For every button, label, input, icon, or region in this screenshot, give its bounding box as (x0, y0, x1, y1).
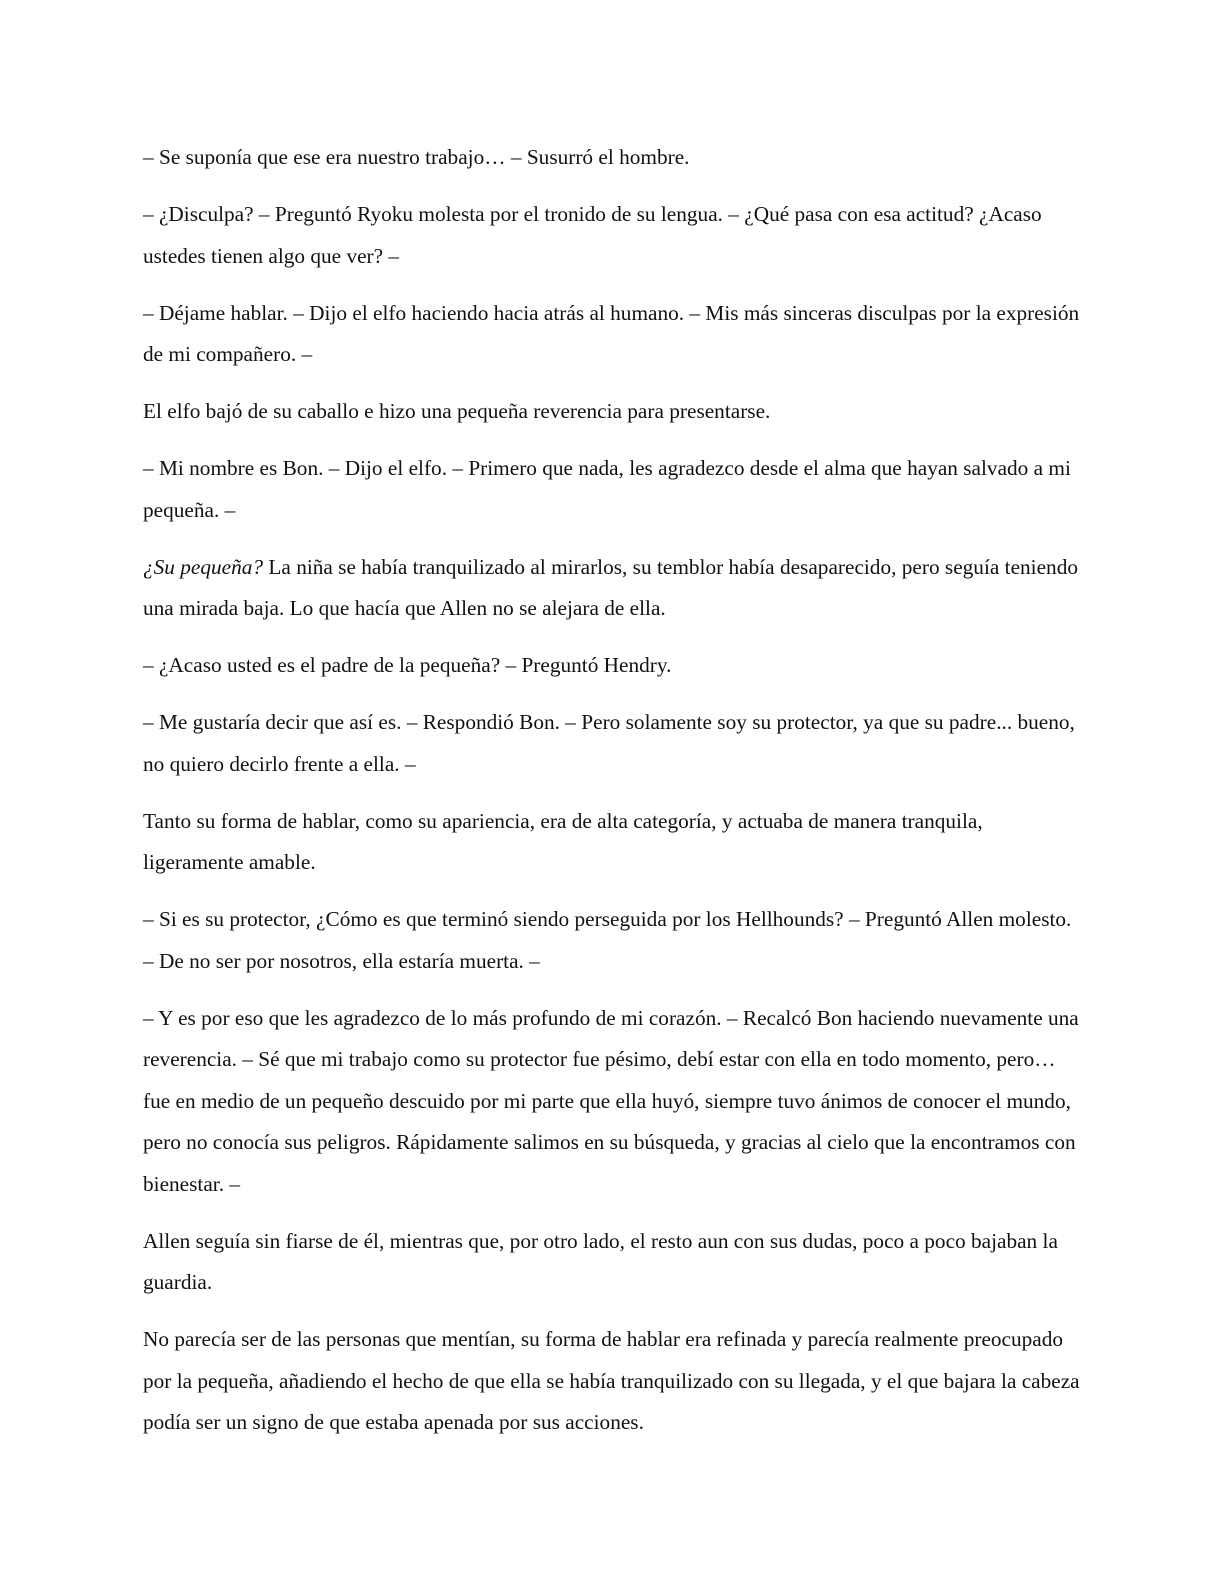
paragraph (143, 293, 1083, 376)
paragraph-italic-text: ¿Su pequeña? (143, 554, 264, 579)
paragraph (143, 899, 1083, 982)
paragraph-text: – ¿Acaso usted es el padre de la pequeña? – Preguntó Hendry. (143, 653, 672, 677)
paragraph (143, 547, 1083, 630)
paragraph (143, 194, 1083, 277)
paragraph-text: Tanto su forma de hablar, como su apariencia, era de alta categoría, y actuaba de manera tranquila, ligeramente amable. (143, 808, 983, 874)
paragraph-text: – Déjame hablar. – Dijo el elfo haciendo hacia atrás al humano. – Mis más sinceras disculpas por la expresión de mi compañero. – (143, 300, 1080, 366)
paragraph-text: – Mi nombre es Bon. – Dijo el elfo. – Primero que nada, les agradezco desde el alma que hayan salvado a mi pequeña. – (143, 456, 1071, 522)
paragraph-text: – Me gustaría decir que así es. – Respondió Bon. – Pero solamente soy su protector, ya que su padre... bueno, no quiero decirlo frente a ella. – (143, 710, 1075, 776)
document-page (143, 137, 1083, 1459)
paragraph (143, 998, 1083, 1206)
paragraph (143, 702, 1083, 785)
paragraph-text: No parecía ser de las personas que mentían, su forma de hablar era refinada y parecía realmente preocupado por la pequeña, añadiendo el hecho de que ella se había tranquilizado con su llegada, y el que bajara la cabeza podía ser un signo de que estaba apenada por sus acciones. (143, 1327, 1080, 1434)
paragraph (143, 137, 1083, 179)
paragraph-text: – ¿Disculpa? – Preguntó Ryoku molesta por el tronido de su lengua. – ¿Qué pasa con esa actitud? ¿Acaso ustedes tienen algo que ver? – (143, 202, 1042, 268)
paragraph-text: – Si es su protector, ¿Cómo es que terminó siendo perseguida por los Hellhounds? – Preguntó Allen molesto. – De no ser por nosotros, ella estaría muerta. – (143, 907, 1072, 973)
paragraph-text: El elfo bajó de su caballo e hizo una pequeña reverencia para presentarse. (143, 399, 771, 423)
paragraph (143, 391, 1083, 433)
paragraph (143, 801, 1083, 884)
paragraph (143, 1221, 1083, 1304)
paragraph-text: La niña se había tranquilizado al mirarlos, su temblor había desaparecido, pero seguía teniendo una mirada baja. Lo que hacía que Allen no se alejara de ella. (143, 554, 1078, 620)
paragraph-text: – Y es por eso que les agradezco de lo más profundo de mi corazón. – Recalcó Bon haciendo nuevamente una reverencia. – Sé que mi trabajo como su protector fue pésimo, debí estar con ella en todo momento, pero… fue en medio de un pequeño descuido por mi parte que ella huyó, siempre tuvo ánimos de conocer el mundo, pero no conocía sus peligros. Rápidamente salimos en su búsqueda, y gracias al cielo que la encontramos con bienestar. – (143, 1005, 1079, 1196)
paragraph (143, 448, 1083, 531)
paragraph-text: – Se suponía que ese era nuestro trabajo… – Susurró el hombre. (143, 145, 690, 169)
paragraph (143, 645, 1083, 687)
paragraph-text: Allen seguía sin fiarse de él, mientras que, por otro lado, el resto aun con sus dudas, poco a poco bajaban la guardia. (143, 1228, 1058, 1294)
paragraph (143, 1319, 1083, 1444)
